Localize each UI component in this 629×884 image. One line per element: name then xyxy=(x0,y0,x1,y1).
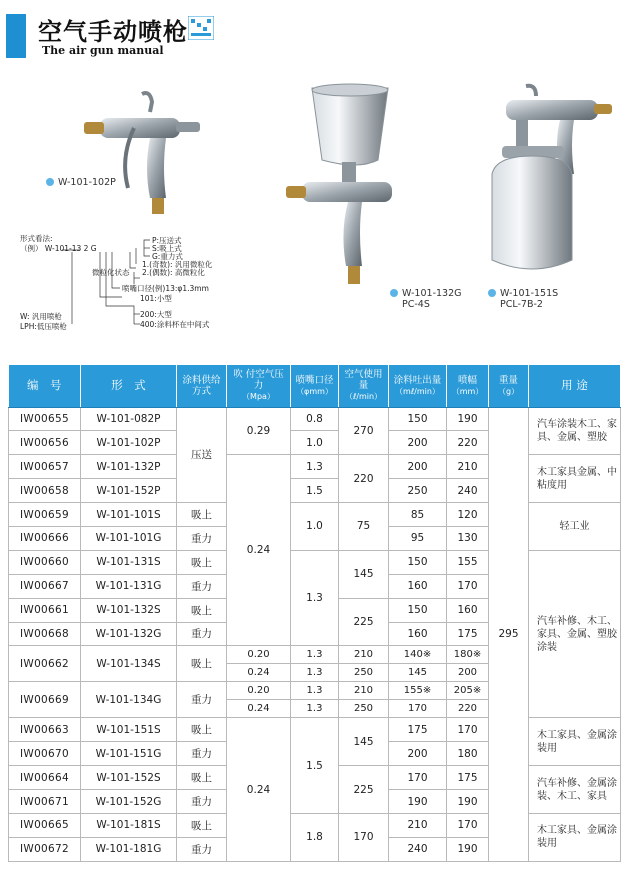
table-row xyxy=(9,503,621,527)
cell-nozzle: 1.5 xyxy=(291,479,339,503)
cell-air: 145 xyxy=(339,718,389,766)
cell-width: 190 xyxy=(447,407,489,431)
cell-paint: 240 xyxy=(389,837,447,861)
cell-width: 170 xyxy=(447,574,489,598)
cell-model: W-101-101G xyxy=(81,526,177,550)
cell-code: IW00658 xyxy=(9,479,81,503)
cell-air: 225 xyxy=(339,598,389,646)
cell-code: IW00662 xyxy=(9,646,81,682)
cell-pressure: 0.20 xyxy=(227,646,291,664)
cell-model: W-101-181G xyxy=(81,837,177,861)
cell-code: IW00670 xyxy=(9,742,81,766)
cell-use: 轻工业 xyxy=(529,503,621,551)
cell-code: IW00660 xyxy=(9,550,81,574)
legend-s: S:吸上式 xyxy=(152,244,182,253)
cell-nozzle: 1.3 xyxy=(291,455,339,479)
cell-pressure: 0.24 xyxy=(227,700,291,718)
cell-feed: 吸上 xyxy=(177,718,227,742)
cell-nozzle: 1.3 xyxy=(291,664,339,682)
gun-label-3: W-101-151S PCL-7B-2 xyxy=(488,288,558,310)
legend-atom-label: 微粒化状态 xyxy=(92,268,130,277)
cell-use: 汽车补修、木工、家具、金属、塑胶涂装 xyxy=(529,550,621,718)
cell-paint: 145 xyxy=(389,664,447,682)
legend-nozzle: 喷嘴口径(例)13:φ1.3mm xyxy=(122,284,209,293)
legend-heading: 形式看法: xyxy=(20,234,53,243)
cell-feed: 重力 xyxy=(177,742,227,766)
cell-pressure: 0.24 xyxy=(227,455,291,646)
cell-nozzle: 0.8 xyxy=(291,407,339,431)
cell-paint: 95 xyxy=(389,526,447,550)
cell-width: 170 xyxy=(447,813,489,837)
page-subtitle: The air gun manual xyxy=(42,44,164,57)
cell-air: 220 xyxy=(339,455,389,503)
cell-paint: 150 xyxy=(389,598,447,622)
cell-feed: 重力 xyxy=(177,790,227,814)
cell-use: 木工家具、金属涂装用 xyxy=(529,718,621,766)
cell-feed: 重力 xyxy=(177,622,227,646)
cell-air: 75 xyxy=(339,503,389,551)
cell-width: 190 xyxy=(447,837,489,861)
cell-width: 205※ xyxy=(447,682,489,700)
cell-model: W-101-152G xyxy=(81,790,177,814)
cell-model: W-101-152P xyxy=(81,479,177,503)
cell-air: 250 xyxy=(339,700,389,718)
table-row xyxy=(9,455,621,479)
table-header-row xyxy=(9,365,621,407)
spray-gun-w101-132g-image xyxy=(282,82,412,292)
cell-model: W-101-134G xyxy=(81,682,177,718)
cell-feed: 吸上 xyxy=(177,550,227,574)
cell-paint: 170 xyxy=(389,700,447,718)
cell-use: 木工家具金属、中粘度用 xyxy=(529,455,621,503)
col-header-width: 喷幅 （mm） xyxy=(447,365,489,407)
cell-code: IW00672 xyxy=(9,837,81,861)
cell-paint: 85 xyxy=(389,503,447,527)
cell-use: 汽车补修、金属涂装、木工、家具 xyxy=(529,766,621,814)
cell-paint: 210 xyxy=(389,813,447,837)
cell-nozzle: 1.3 xyxy=(291,646,339,664)
cell-code: IW00665 xyxy=(9,813,81,837)
cell-width: 220 xyxy=(447,700,489,718)
cell-air: 225 xyxy=(339,766,389,814)
cell-weight: 295 xyxy=(489,407,529,861)
cell-pressure: 0.29 xyxy=(227,407,291,455)
cell-feed: 压送 xyxy=(177,407,227,503)
cell-paint: 160 xyxy=(389,574,447,598)
cell-model: W-101-131S xyxy=(81,550,177,574)
cell-nozzle: 1.8 xyxy=(291,813,339,861)
cell-nozzle: 1.0 xyxy=(291,503,339,551)
decorative-logo-icon xyxy=(188,16,214,40)
cell-nozzle: 1.3 xyxy=(291,550,339,646)
spray-gun-w101-151s-image xyxy=(476,82,616,282)
cell-width: 155 xyxy=(447,550,489,574)
cell-model: W-101-151G xyxy=(81,742,177,766)
cell-width: 220 xyxy=(447,431,489,455)
cell-code: IW00655 xyxy=(9,407,81,431)
col-header-paint: 涂料吐出量 （mℓ/min） xyxy=(389,365,447,407)
cell-model: W-101-132S xyxy=(81,598,177,622)
cell-paint: 200 xyxy=(389,455,447,479)
cell-paint: 150 xyxy=(389,407,447,431)
cell-width: 175 xyxy=(447,622,489,646)
cell-code: IW00661 xyxy=(9,598,81,622)
cell-code: IW00659 xyxy=(9,503,81,527)
cell-code: IW00664 xyxy=(9,766,81,790)
cell-air: 270 xyxy=(339,407,389,455)
col-header-pressure: 吹 付空气压力 （Mpa） xyxy=(227,365,291,407)
col-header-code: 编 号 xyxy=(9,365,81,407)
cell-pressure: 0.24 xyxy=(227,718,291,861)
cell-width: 180※ xyxy=(447,646,489,664)
legend-lph: LPH:低压喷枪 xyxy=(20,322,67,331)
cell-air: 145 xyxy=(339,550,389,598)
table-row xyxy=(9,550,621,574)
header-accent-bar xyxy=(6,14,26,58)
cell-model: W-101-132P xyxy=(81,455,177,479)
legend-atom1: 1.(奇数): 汎用微粒化 xyxy=(142,260,213,269)
col-header-feed: 涂料供给方式 xyxy=(177,365,227,407)
cell-paint: 140※ xyxy=(389,646,447,664)
cell-width: 190 xyxy=(447,790,489,814)
cell-feed: 吸上 xyxy=(177,766,227,790)
cell-nozzle: 1.0 xyxy=(291,431,339,455)
cell-air: 210 xyxy=(339,646,389,664)
cell-paint: 170 xyxy=(389,766,447,790)
cell-width: 175 xyxy=(447,766,489,790)
cell-paint: 155※ xyxy=(389,682,447,700)
cell-pressure: 0.24 xyxy=(227,664,291,682)
cell-paint: 190 xyxy=(389,790,447,814)
legend-200: 200:大型 xyxy=(140,310,172,319)
cell-nozzle: 1.3 xyxy=(291,700,339,718)
cell-paint: 200 xyxy=(389,742,447,766)
bullet-dot-icon xyxy=(46,178,54,186)
cell-code: IW00663 xyxy=(9,718,81,742)
spray-gun-w101-102p-image xyxy=(80,88,210,226)
cell-feed: 吸上 xyxy=(177,813,227,837)
legend-w: W: 汎用喷枪 xyxy=(20,312,62,321)
cell-code: IW00657 xyxy=(9,455,81,479)
cell-pressure: 0.20 xyxy=(227,682,291,700)
cell-nozzle: 1.3 xyxy=(291,682,339,700)
cell-feed: 重力 xyxy=(177,574,227,598)
cell-paint: 250 xyxy=(389,479,447,503)
cell-model: W-101-181S xyxy=(81,813,177,837)
col-header-model: 形 式 xyxy=(81,365,177,407)
cell-model: W-101-102P xyxy=(81,431,177,455)
cell-paint: 175 xyxy=(389,718,447,742)
col-header-nozzle: 喷嘴口径 （φmm） xyxy=(291,365,339,407)
cell-paint: 160 xyxy=(389,622,447,646)
cell-code: IW00668 xyxy=(9,622,81,646)
cell-feed: 重力 xyxy=(177,682,227,718)
col-header-use: 用 途 xyxy=(529,365,621,407)
legend-p: P:压送式 xyxy=(152,236,182,245)
bullet-dot-icon xyxy=(390,289,398,297)
cell-width: 120 xyxy=(447,503,489,527)
gun-label-1: W-101-102P xyxy=(46,177,116,188)
cell-code: IW00671 xyxy=(9,790,81,814)
table-row xyxy=(9,813,621,837)
cell-use: 木工家具、金属涂装用 xyxy=(529,813,621,861)
table-row xyxy=(9,718,621,742)
col-header-weight: 重量 （g） xyxy=(489,365,529,407)
cell-model: W-101-082P xyxy=(81,407,177,431)
cell-width: 130 xyxy=(447,526,489,550)
cell-width: 200 xyxy=(447,664,489,682)
cell-feed: 吸上 xyxy=(177,598,227,622)
cell-air: 250 xyxy=(339,664,389,682)
cell-model: W-101-101S xyxy=(81,503,177,527)
cell-width: 160 xyxy=(447,598,489,622)
cell-nozzle: 1.5 xyxy=(291,718,339,814)
cell-feed: 重力 xyxy=(177,526,227,550)
legend-atom2: 2.(偶数): 高微粒化 xyxy=(142,268,205,277)
legend-g: G:重力式 xyxy=(152,252,183,261)
cell-paint: 200 xyxy=(389,431,447,455)
cell-width: 240 xyxy=(447,479,489,503)
cell-width: 170 xyxy=(447,718,489,742)
model-naming-legend xyxy=(10,230,300,340)
cell-code: IW00666 xyxy=(9,526,81,550)
cell-paint: 150 xyxy=(389,550,447,574)
cell-air: 170 xyxy=(339,813,389,861)
cell-model: W-101-152S xyxy=(81,766,177,790)
cell-model: W-101-151S xyxy=(81,718,177,742)
spec-table xyxy=(8,365,621,862)
cell-feed: 重力 xyxy=(177,837,227,861)
cell-model: W-101-132G xyxy=(81,622,177,646)
cell-use: 汽车涂装木工、家具、金属、塑胶 xyxy=(529,407,621,455)
cell-model: W-101-134S xyxy=(81,646,177,682)
legend-example: （例） W-101-13 2 G xyxy=(20,244,97,253)
legend-400: 400:涂料杯在中间式 xyxy=(140,320,210,329)
cell-feed: 吸上 xyxy=(177,503,227,527)
cell-code: IW00667 xyxy=(9,574,81,598)
cell-width: 180 xyxy=(447,742,489,766)
gun-label-2: W-101-132G PC-4S xyxy=(390,288,462,310)
cell-width: 210 xyxy=(447,455,489,479)
table-row xyxy=(9,407,621,431)
cell-code: IW00656 xyxy=(9,431,81,455)
cell-feed: 吸上 xyxy=(177,646,227,682)
cell-model: W-101-131G xyxy=(81,574,177,598)
legend-101: 101:小型 xyxy=(140,294,172,303)
col-header-air: 空气使用量 （ℓ/min） xyxy=(339,365,389,407)
bullet-dot-icon xyxy=(488,289,496,297)
cell-air: 210 xyxy=(339,682,389,700)
page-title: 空气手动喷枪 xyxy=(38,17,188,46)
cell-code: IW00669 xyxy=(9,682,81,718)
